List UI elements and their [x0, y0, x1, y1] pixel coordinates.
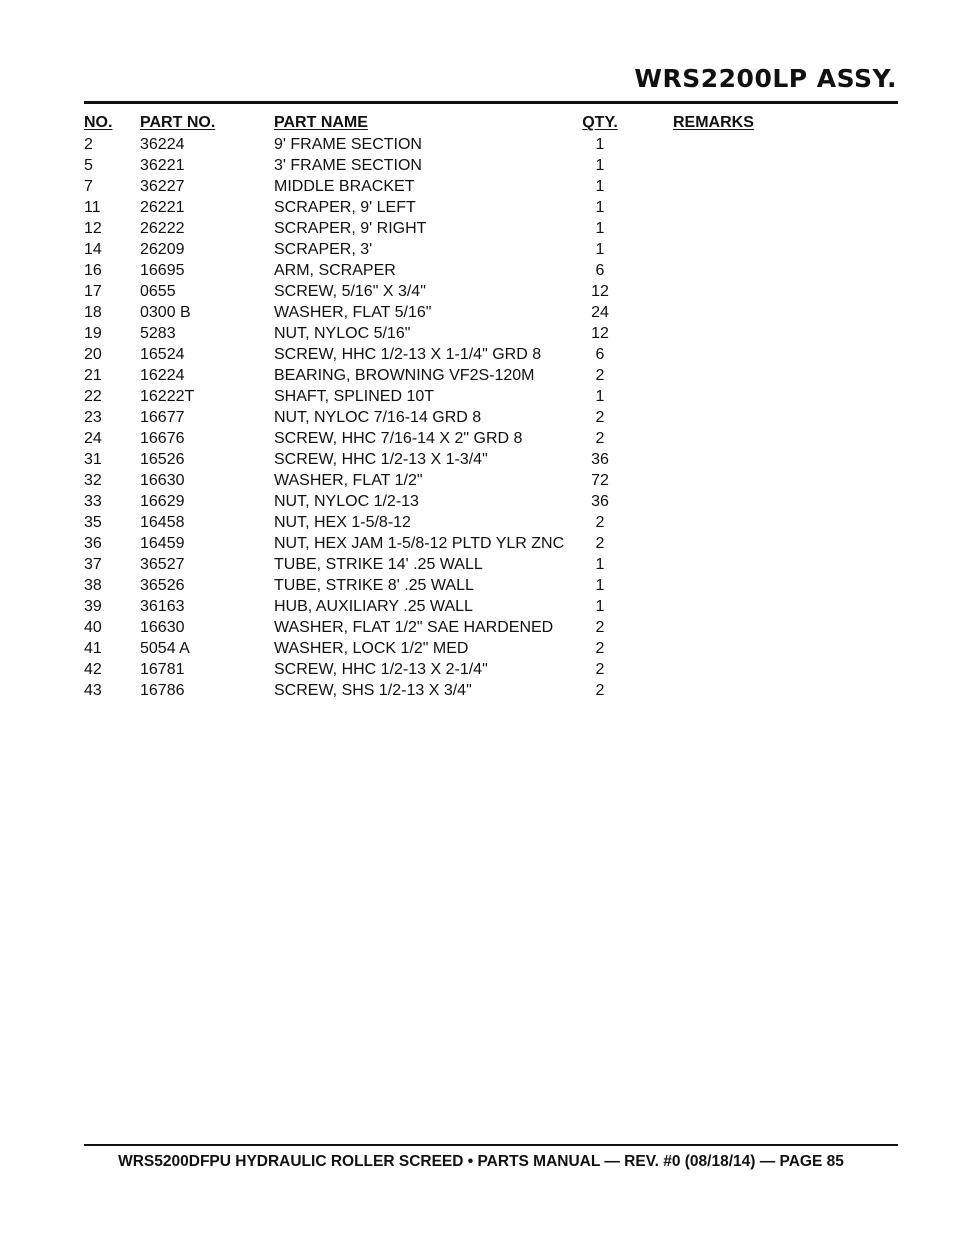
cell-no: 7 [84, 178, 93, 195]
table-row [84, 344, 898, 365]
table-row [84, 449, 898, 470]
cell-part-name: HUB, AUXILIARY .25 WALL [274, 598, 473, 615]
header-remarks: REMARKS [673, 114, 754, 131]
cell-part-name: SCRAPER, 9' LEFT [274, 199, 416, 216]
cell-part-no: 36163 [140, 598, 185, 615]
cell-part-name: SCRAPER, 3' [274, 241, 373, 258]
cell-no: 16 [84, 262, 102, 279]
cell-part-no: 16526 [140, 451, 185, 468]
cell-part-name: SCREW, HHC 1/2-13 X 1-3/4" [274, 451, 488, 468]
cell-part-name: 3' FRAME SECTION [274, 157, 422, 174]
cell-qty: 2 [595, 430, 605, 447]
page-footer: WRS5200DFPU HYDRAULIC ROLLER SCREED • PARTS MANUAL — REV. #0 (08/18/14) — PAGE 85 [118, 1153, 844, 1170]
cell-part-name: NUT, NYLOC 5/16" [274, 325, 411, 342]
cell-part-name: SCREW, HHC 1/2-13 X 2-1/4" [274, 661, 488, 678]
table-row [84, 239, 898, 260]
cell-qty: 2 [595, 514, 605, 531]
table-body [84, 134, 898, 701]
cell-part-name: SHAFT, SPLINED 10T [274, 388, 435, 405]
cell-part-no: 16629 [140, 493, 185, 510]
cell-part-no: 16630 [140, 619, 185, 636]
cell-no: 21 [84, 367, 102, 384]
footer-divider [84, 1144, 898, 1146]
page-title: WRS2200LP ASSY. [634, 64, 897, 93]
cell-no: 35 [84, 514, 102, 531]
cell-qty: 1 [595, 241, 605, 258]
table-row [84, 428, 898, 449]
cell-part-name: NUT, HEX 1-5/8-12 [274, 514, 411, 531]
cell-no: 39 [84, 598, 102, 615]
cell-part-name: SCREW, HHC 7/16-14 X 2" GRD 8 [274, 430, 523, 447]
cell-qty: 2 [595, 619, 605, 636]
table-row [84, 134, 898, 155]
header-qty: QTY. [582, 114, 618, 131]
cell-no: 23 [84, 409, 102, 426]
cell-no: 41 [84, 640, 102, 657]
header-part-name: PART NAME [274, 114, 368, 131]
cell-part-name: NUT, NYLOC 7/16-14 GRD 8 [274, 409, 482, 426]
table-row [84, 218, 898, 239]
cell-part-name: NUT, HEX JAM 1-5/8-12 PLTD YLR ZNC [274, 535, 565, 552]
cell-no: 37 [84, 556, 102, 573]
cell-no: 24 [84, 430, 102, 447]
cell-part-name: TUBE, STRIKE 8' .25 WALL [274, 577, 474, 594]
cell-part-name: SCREW, 5/16" X 3/4" [274, 283, 426, 300]
cell-no: 43 [84, 682, 102, 699]
cell-no: 42 [84, 661, 102, 678]
cell-qty: 1 [595, 556, 605, 573]
table-row [84, 638, 898, 659]
cell-no: 40 [84, 619, 102, 636]
table-row [84, 575, 898, 596]
cell-qty: 1 [595, 178, 605, 195]
cell-part-no: 26209 [140, 241, 185, 258]
cell-qty: 6 [595, 346, 605, 363]
cell-part-no: 16459 [140, 535, 185, 552]
cell-part-name: BEARING, BROWNING VF2S-120M [274, 367, 535, 384]
cell-part-no: 26222 [140, 220, 185, 237]
table-row [84, 386, 898, 407]
table-header-row [84, 112, 898, 134]
cell-part-name: TUBE, STRIKE 14' .25 WALL [274, 556, 483, 573]
table-row [84, 176, 898, 197]
cell-no: 32 [84, 472, 102, 489]
cell-qty: 2 [595, 367, 605, 384]
cell-part-name: SCREW, SHS 1/2-13 X 3/4" [274, 682, 472, 699]
cell-no: 31 [84, 451, 102, 468]
cell-part-name: MIDDLE BRACKET [274, 178, 415, 195]
table-row [84, 470, 898, 491]
cell-qty: 1 [595, 157, 605, 174]
cell-no: 33 [84, 493, 102, 510]
cell-qty: 36 [591, 451, 609, 468]
table-row [84, 680, 898, 701]
cell-no: 17 [84, 283, 102, 300]
cell-part-name: WASHER, FLAT 5/16" [274, 304, 432, 321]
cell-qty: 6 [595, 262, 605, 279]
parts-table [84, 112, 898, 701]
cell-qty: 2 [595, 535, 605, 552]
cell-qty: 2 [595, 640, 605, 657]
table-row [84, 155, 898, 176]
cell-part-no: 36526 [140, 577, 185, 594]
cell-no: 36 [84, 535, 102, 552]
cell-no: 22 [84, 388, 102, 405]
cell-part-name: WASHER, FLAT 1/2" SAE HARDENED [274, 619, 554, 636]
table-row [84, 512, 898, 533]
cell-no: 18 [84, 304, 102, 321]
cell-qty: 1 [595, 577, 605, 594]
cell-qty: 12 [591, 325, 609, 342]
cell-part-no: 5283 [140, 325, 176, 342]
cell-part-name: ARM, SCRAPER [274, 262, 396, 279]
cell-part-no: 16781 [140, 661, 185, 678]
cell-qty: 1 [595, 388, 605, 405]
table-row [84, 491, 898, 512]
cell-qty: 36 [591, 493, 609, 510]
cell-part-no: 16458 [140, 514, 185, 531]
cell-qty: 1 [595, 136, 605, 153]
cell-no: 5 [84, 157, 93, 174]
table-row [84, 533, 898, 554]
cell-part-no: 0655 [140, 283, 176, 300]
table-row [84, 323, 898, 344]
table-row [84, 302, 898, 323]
cell-no: 14 [84, 241, 102, 258]
cell-part-name: WASHER, LOCK 1/2" MED [274, 640, 469, 657]
cell-no: 12 [84, 220, 102, 237]
cell-part-no: 36224 [140, 136, 185, 153]
cell-part-name: WASHER, FLAT 1/2" [274, 472, 423, 489]
cell-part-no: 0300 B [140, 304, 191, 321]
cell-part-no: 5054 A [140, 640, 190, 657]
cell-part-no: 36227 [140, 178, 185, 195]
table-row [84, 407, 898, 428]
title-divider [84, 101, 898, 104]
table-row [84, 659, 898, 680]
cell-part-no: 16224 [140, 367, 185, 384]
table-row [84, 617, 898, 638]
cell-qty: 1 [595, 220, 605, 237]
cell-part-no: 16524 [140, 346, 185, 363]
cell-part-no: 16676 [140, 430, 185, 447]
cell-part-name: SCRAPER, 9' RIGHT [274, 220, 427, 237]
cell-qty: 72 [591, 472, 609, 489]
cell-part-no: 36221 [140, 157, 185, 174]
cell-qty: 1 [595, 199, 605, 216]
cell-no: 19 [84, 325, 102, 342]
cell-qty: 24 [591, 304, 609, 321]
cell-part-no: 16677 [140, 409, 185, 426]
cell-part-name: SCREW, HHC 1/2-13 X 1-1/4" GRD 8 [274, 346, 542, 363]
table-row [84, 554, 898, 575]
cell-no: 38 [84, 577, 102, 594]
cell-no: 11 [84, 199, 101, 216]
table-row [84, 281, 898, 302]
cell-part-no: 16695 [140, 262, 185, 279]
cell-qty: 1 [595, 598, 605, 615]
cell-no: 20 [84, 346, 102, 363]
table-row [84, 365, 898, 386]
header-no: NO. [84, 114, 113, 131]
cell-part-no: 16222T [140, 388, 195, 405]
cell-qty: 2 [595, 661, 605, 678]
cell-qty: 12 [591, 283, 609, 300]
table-row [84, 197, 898, 218]
cell-part-name: 9' FRAME SECTION [274, 136, 422, 153]
table-row [84, 260, 898, 281]
cell-part-no: 16630 [140, 472, 185, 489]
table-row [84, 596, 898, 617]
cell-part-no: 26221 [140, 199, 185, 216]
cell-part-name: NUT, NYLOC 1/2-13 [274, 493, 419, 510]
cell-part-no: 16786 [140, 682, 185, 699]
cell-no: 2 [84, 136, 93, 153]
cell-qty: 2 [595, 682, 605, 699]
cell-part-no: 36527 [140, 556, 185, 573]
header-part-no: PART NO. [140, 114, 216, 131]
cell-qty: 2 [595, 409, 605, 426]
